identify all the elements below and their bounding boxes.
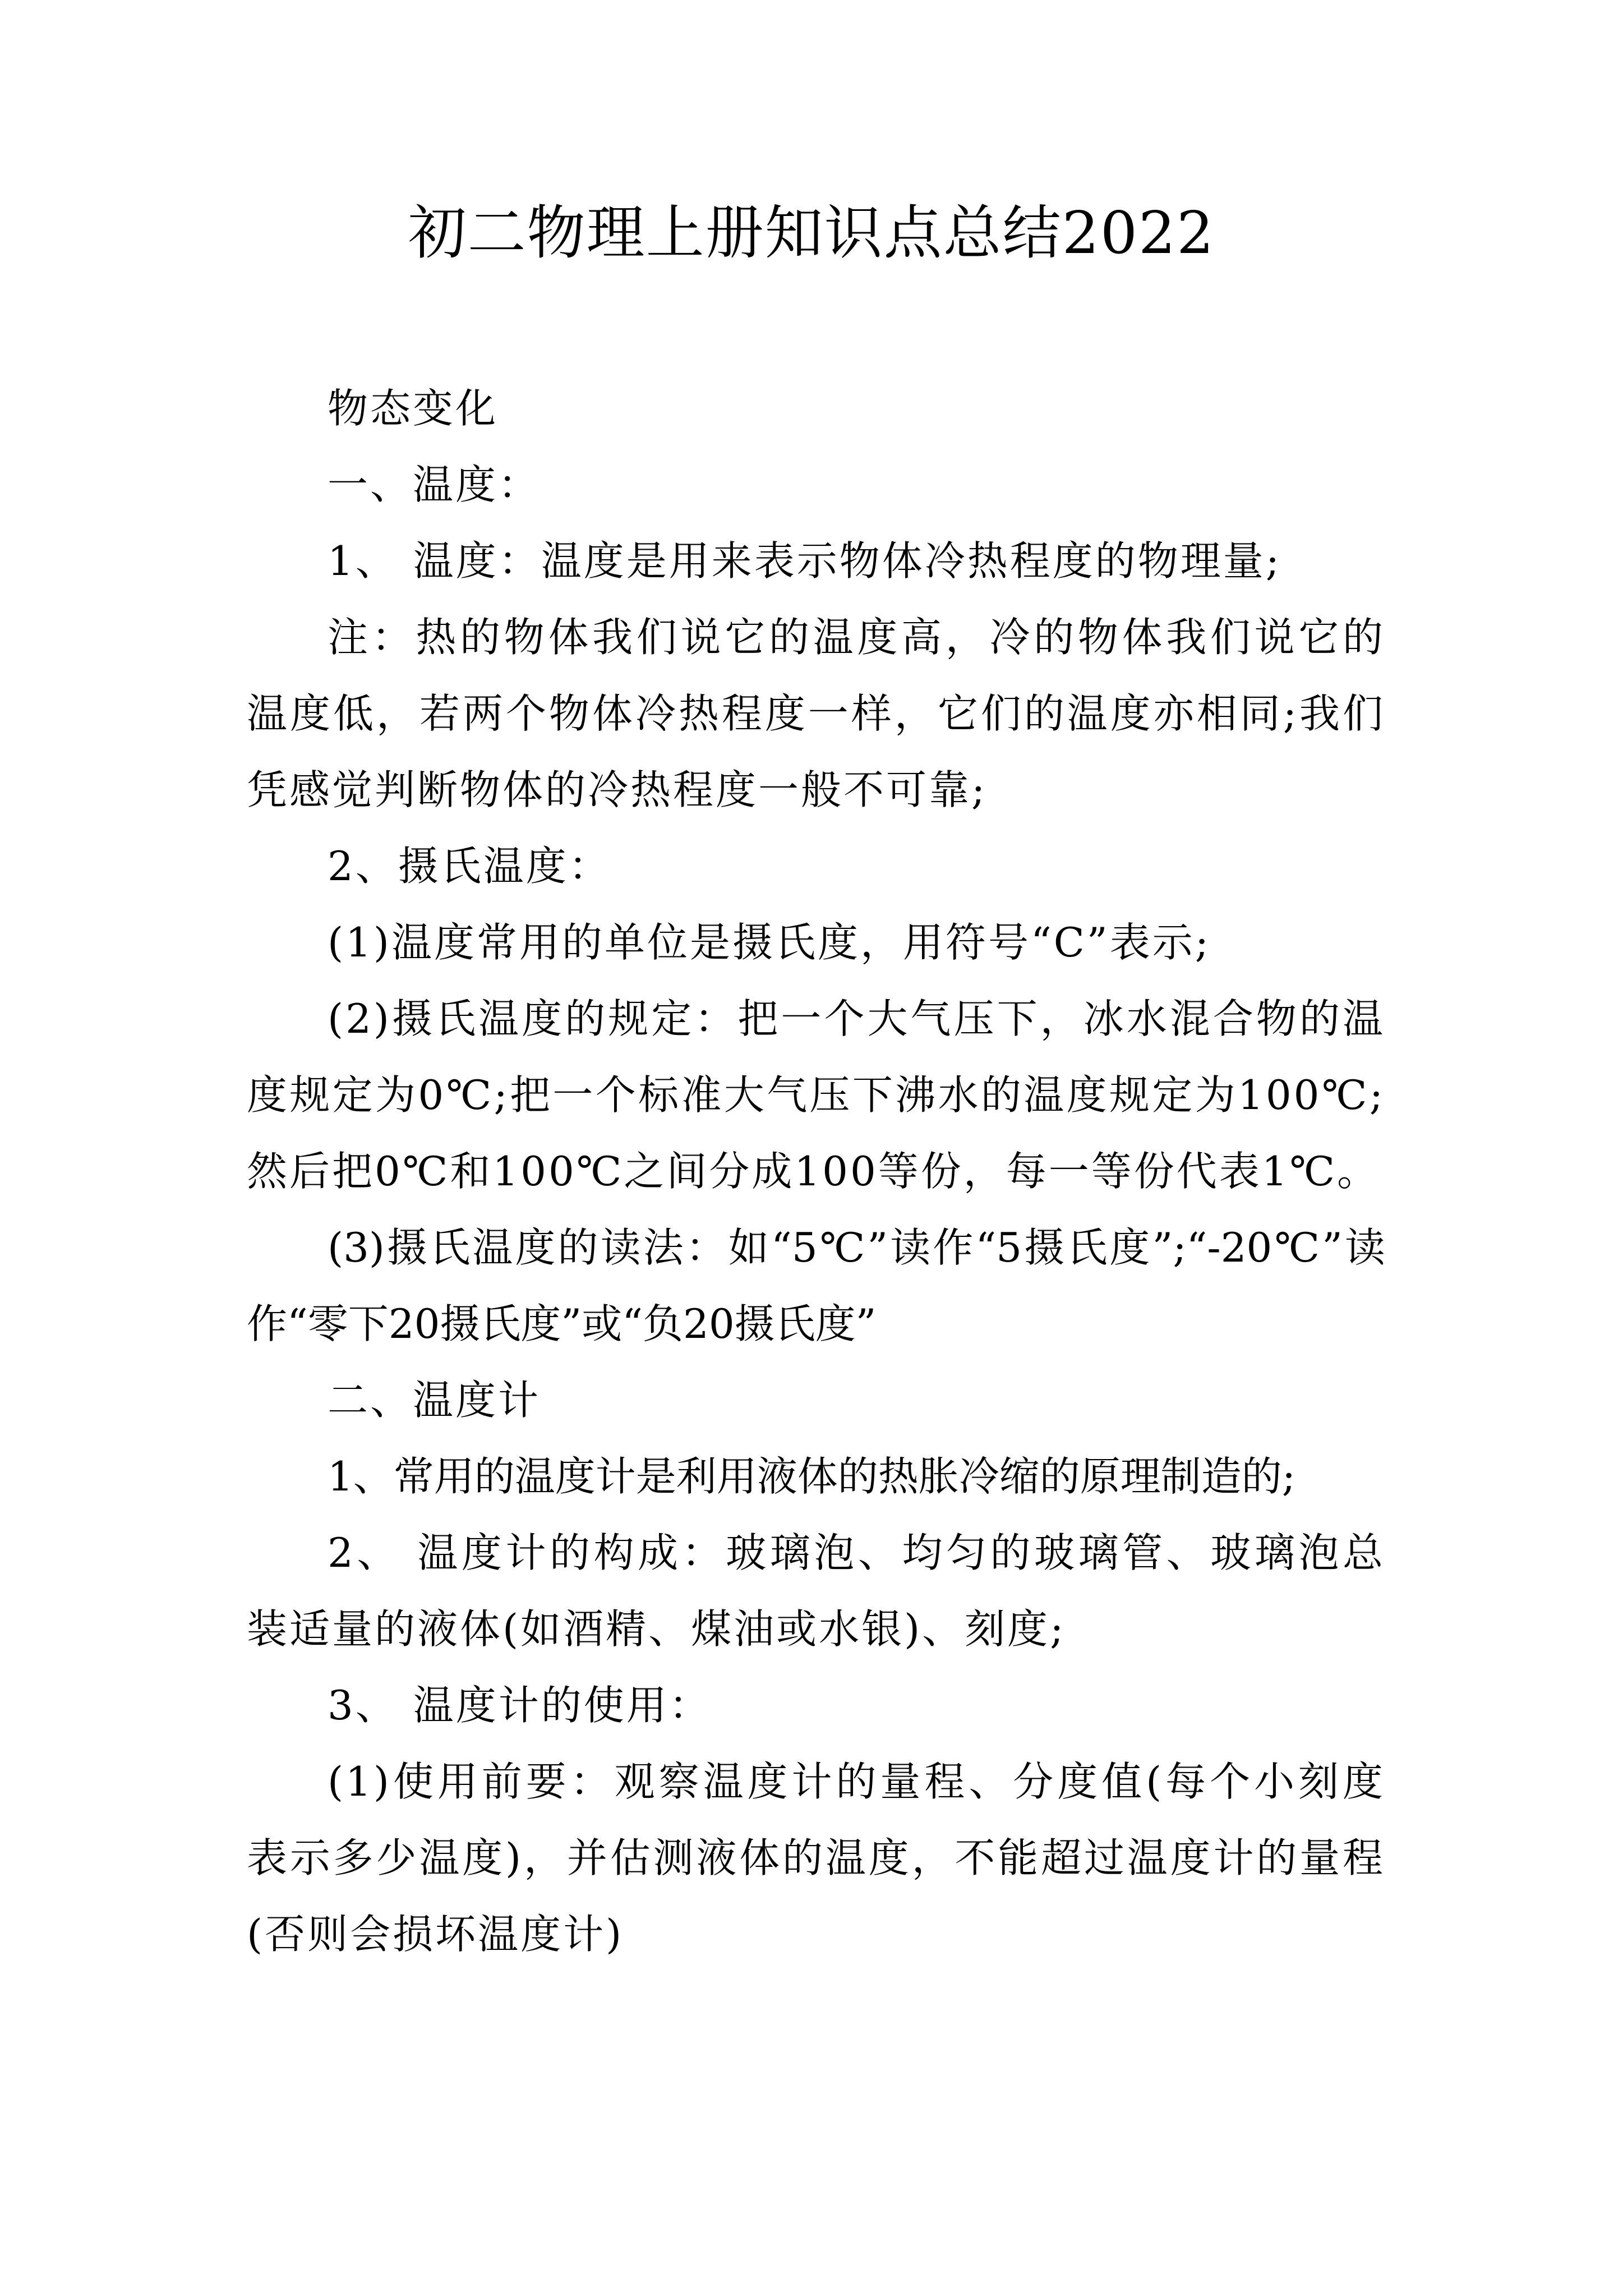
document-title: 初二物理上册知识点总结2022 <box>408 199 1215 267</box>
note-temperature: 注：热的物体我们说它的温度高，冷的物体我们说它的温度低，若两个物体冷热程度一样，它们的温度亦相同;我们凭感觉判断物体的冷热程度一般不可靠; <box>247 614 1385 813</box>
heading-celsius: 2、摄氏温度： <box>328 843 611 890</box>
item-thermometer-usage: 3、 温度计的使用： <box>328 1682 712 1729</box>
item-thermometer-structure: 2、 温度计的构成：玻璃泡、均匀的玻璃管、玻璃泡总装适量的液体(如酒精、煤油或水银)、刻度; <box>247 1529 1385 1653</box>
item-celsius-definition: (2)摄氏温度的规定：把一个大气压下，冰水混合物的温度规定为0℃;把一个标准大气压下沸水的温度规定为100℃;然后把0℃和100℃之间分成100等份，每一等份代表1℃。 <box>247 995 1385 1195</box>
item-thermometer-principle: 1、常用的温度计是利用液体的热胀冷缩的原理制造的; <box>328 1453 1296 1500</box>
item-celsius-reading: (3)摄氏温度的读法：如“5℃”读作“5摄氏度”;“-20℃”读作“零下20摄氏度”或“负20摄氏度” <box>247 1224 1385 1347</box>
document-body <box>247 370 1385 1972</box>
item-celsius-unit: (1)温度常用的单位是摄氏度，用符号“C”表示; <box>328 919 1211 966</box>
section-heading-phase-change: 物态变化 <box>328 385 499 432</box>
item-before-use: (1)使用前要：观察温度计的量程、分度值(每个小刻度表示多少温度)，并估测液体的温度，不能超过温度计的量程(否则会损坏温度计) <box>247 1758 1385 1958</box>
heading-thermometer: 二、温度计 <box>328 1377 541 1424</box>
item-temperature-definition: 1、 温度：温度是用来表示物体冷热程度的物理量; <box>328 537 1281 585</box>
heading-temperature: 一、温度： <box>328 461 541 508</box>
